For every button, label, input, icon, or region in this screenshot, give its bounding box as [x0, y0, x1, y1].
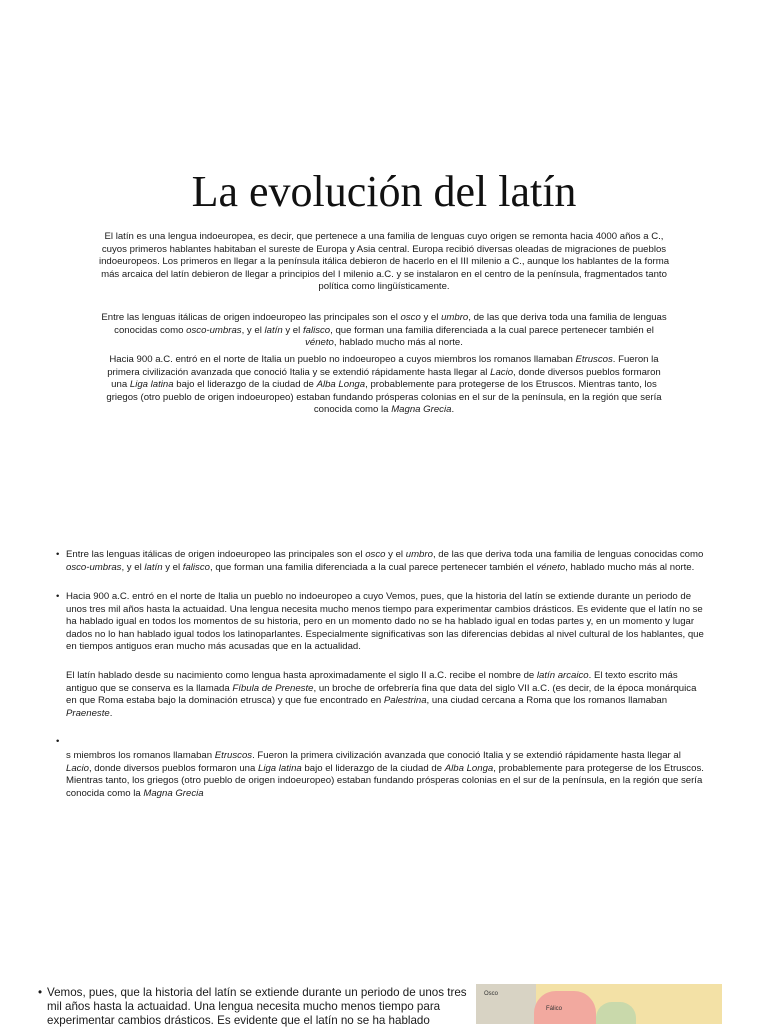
bottom-bullet-text [38, 986, 470, 1028]
bullet-list-2 [56, 591, 708, 654]
intro-paragraph-1: El latín es una lengua indoeuropea, es decir, que pertenece a una familia de lenguas cuyo origen se remonta hacia 4000 años a C., cuyos primeros hablantes habitaban el sureste de Europa y Asia central. Europa recibió diversas oleadas de migraciones de pueblos indoeuropeos. Los primeros en llegar a la península itálica debieron de hacerlo en el III milenio a C., aunque los hablantes de la forma más arcaica del latín debieron de llegar a principios del I milenio a.C. y se instalaron en el centro de la península, fragmentados tanto política como lingüísticamente. [98, 231, 670, 293]
map-region-falico [534, 991, 596, 1024]
italy-languages-map [476, 984, 722, 1024]
map-region-west [476, 984, 536, 1024]
bullet-marker: • [56, 591, 60, 602]
map-label-osco: Osco [484, 991, 499, 997]
intro-paragraph-2: Entre las lenguas itálicas de origen indoeuropeo las principales son el osco y el umbro, de las que deriva toda una familia de lenguas conocidas como osco-umbras, y el latín y el falisco, que forman una familia diferenciada a la cual parece pertenecer también el véneto, hablado mucho más al norte. [101, 312, 667, 349]
intro-paragraph-3: Hacia 900 a.C. entró en el norte de Italia un pueblo no indoeuropeo a cuyos miembros los romanos llamaban Etruscos. Fueron la primera civilización avanzada que conoció Italia y se extendió rápidamente hasta llegar al Lacio, donde diversos pueblos formaron una Liga latina bajo el liderazgo de la ciudad de Alba Longa, probablemente para protegerse de los Etruscos. Mientras tanto, los griegos (otro pueblo de origen indoeuropeo) estaban fundando prósperas colonias en el sur de la península, en la región que sería conocida como la Magna Grecia. [106, 354, 662, 416]
list-item: • Entre las lenguas itálicas de origen indoeuropeo las principales son el osco y el umbro, de las que deriva toda una familia de lenguas conocidas como osco-umbras, y el latín y el falisco, que forman una familia diferenciada a la cual parece pertenecer también el véneto, hablado mucho más al norte. [56, 549, 704, 573]
map-label-falico: Fálico [546, 1006, 563, 1012]
bullet-marker: • [38, 986, 43, 999]
bullet-list-1 [56, 549, 708, 574]
sub-paragraph-etruscos: s miembros los romanos llamaban Etruscos. Fueron la primera civilización avanzada que conoció Italia y se extendió rápidamente hasta llegar al Lacio, donde diversos pueblos formaron una Liga latina bajo el liderazgo de la ciudad de Alba Longa, probablemente para protegerse de los Etruscos. Mientras tanto, los griegos (otro pueblo de origen indoeuropeo) estaban fundando prósperas colonias en el sur de la península, en la región que sería conocida como la Magna Grecia [66, 750, 704, 799]
page-title: La evolución del latín [191, 167, 577, 216]
bottom-bullet-body: Vemos, pues, que la historia del latín se extiende durante un periodo de unos tres mil años hasta la actuaidad. Una lengua necesita mucho menos tiempo para experimentar cambios drásticos. Es evidente que el latín no se ha hablado [47, 986, 467, 1027]
bullet-marker: • [56, 549, 60, 560]
map-region-green [596, 1002, 636, 1024]
bullet-marker: • [56, 736, 60, 747]
sub-paragraph-latin-arcaico: El latín hablado desde su nacimiento como lengua hasta aproximadamente el siglo II a.C. recibe el nombre de latín arcaico. El texto escrito más antiguo que se conserva es la llamada Fíbula de Preneste, un broche de orfebrería fina que data del siglo VII a.C. (es decir, de la época monárquica en que Roma estaba bajo la dominación etrusca) y que fue encontrado en Palestrina, una ciudad cercana a Roma que los romanos llamaban Praeneste. [66, 670, 697, 719]
list-item: • Hacia 900 a.C. entró en el norte de Italia un pueblo no indoeuropeo a cuyo Vemos, pues, que la historia del latín se extiende durante un periodo de unos tres mil años hasta la actuaidad. Una lengua necesita mucho menos tiempo para experimentar cambios drásticos. Es evidente que el latín no se ha hablado igual en todos los momentos de su historia, pero en un momento dado no se ha hablado igual en todas partes y, en un momento y lugar dados no lo han hablado igual todos los latinoparlantes. Especialmente significativas son las diferencias debidas al nivel cultural de los hablantes, que en tiempos antiguos eran mucho más acusadas que en la actualidad. [56, 591, 704, 653]
